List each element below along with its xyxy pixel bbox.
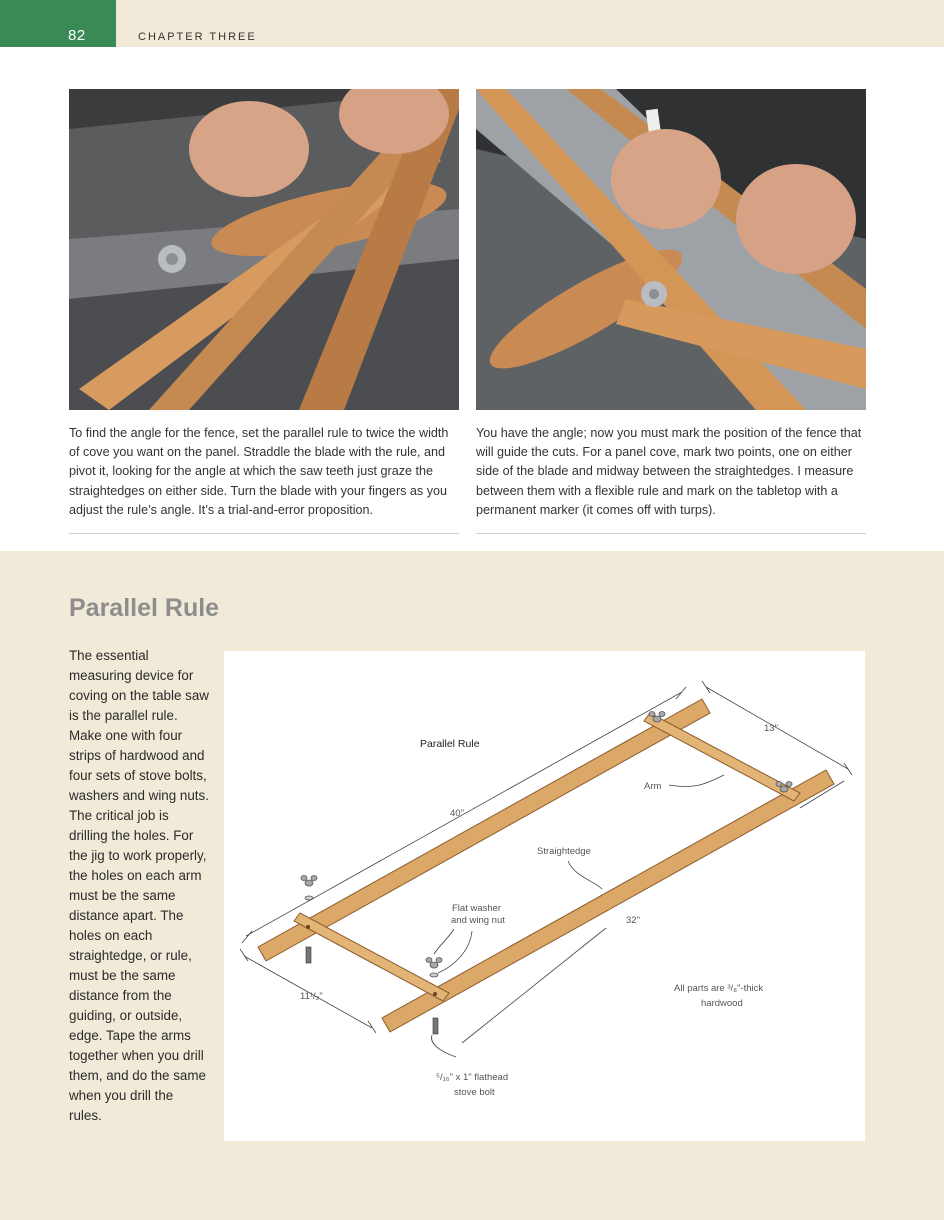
left-arm	[294, 913, 449, 1001]
diagram-title: Parallel Rule	[420, 738, 480, 750]
label-washer-line1: Flat washer	[452, 903, 502, 914]
label-washer-line2: and wing nut	[451, 915, 505, 926]
photo-right	[476, 89, 866, 410]
label-bolt-line1: ⁵/₁₆" x 1" flathead	[436, 1072, 509, 1083]
sidebar-title: Parallel Rule	[69, 594, 220, 622]
page-number-box	[0, 0, 116, 47]
dim-40: 40"	[450, 808, 464, 819]
label-parts-line2: hardwood	[701, 998, 743, 1009]
label-straightedge: Straightedge	[537, 846, 591, 857]
parallel-rule-diagram	[224, 651, 865, 1141]
chapter-title: CHAPTER THREE	[138, 31, 257, 43]
caption-left: To find the angle for the fence, set the parallel rule to twice the width of cove you want on the panel. Straddle the blade with the rule, and pivot it, looking for the angle at which the saw teeth just graze the straightedges on either side. Turn the blade with your fingers as you adjust the rule’s angle. It’s a trial-and-error proposition.	[69, 426, 449, 517]
dim-32: 32"	[626, 915, 640, 926]
caption-right: You have the angle; now you must mark the position of the fence that will guide the cuts. For a panel cove, mark two points, one on either side of the blade and midway between the straightedges. I measure between them with a flexible rule and mark on the tabletop with a permanent marker (it comes off with turps).	[476, 426, 862, 517]
dim-13: 13"	[764, 723, 778, 734]
caption-divider-right	[476, 533, 866, 534]
dim-11-5: 11¹/₂"	[300, 991, 323, 1002]
photo-left	[69, 89, 459, 410]
label-bolt-line2: stove bolt	[454, 1087, 495, 1098]
label-parts-line1: All parts are ³/₈"-thick	[674, 983, 764, 994]
page-number: 82	[68, 27, 86, 44]
sidebar-body: The essential measuring device for coving on the table saw is the parallel rule. Make one with four strips of hardwood and four sets of stove bolts, washers and wing nuts. The critical job is drilling the holes. For the jig to work properly, the holes on each arm must be the same distance apart. The holes on each straightedge, or rule, must be the same distance from the guiding, or outside, edge. Tape the arms together when you drill them, and do the same when you drill the rules.	[69, 648, 209, 1123]
caption-divider-left	[69, 533, 459, 534]
label-arm: Arm	[644, 781, 662, 792]
